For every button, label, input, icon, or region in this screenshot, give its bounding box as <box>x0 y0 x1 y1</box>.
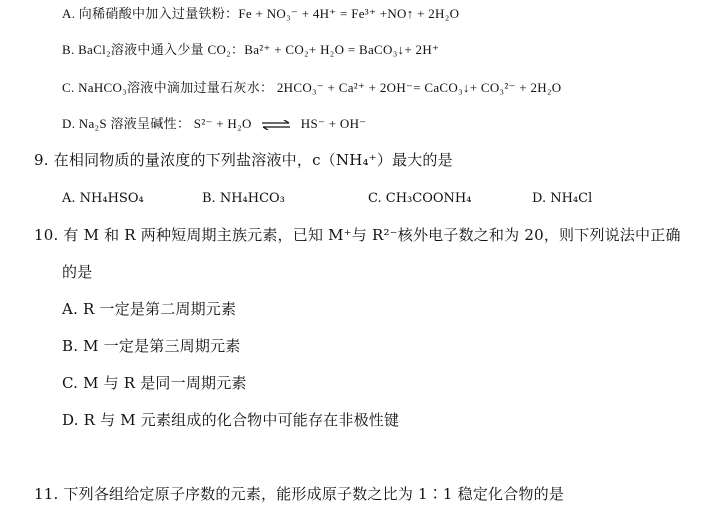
q9-option-c: C. CH₃COONH₄ <box>368 191 472 206</box>
q8-option-c: C. NaHCO₃溶液中滴加过量石灰水： 2HCO₃⁻ + Ca²⁺ + 2OH⁻= CaCO₃↓+ CO₃²⁻ + 2H₂O <box>62 80 562 95</box>
q10-stem-line2: 的是 <box>62 263 93 281</box>
q11-stem: 11. 下列各组给定原子序数的元素，能形成原子数之比为 1∶1 稳定化合物的是 <box>34 485 565 503</box>
q9-option-d: D. NH₄Cl <box>532 191 593 206</box>
q10-option-b: B. M 一定是第三周期元素 <box>62 337 241 355</box>
q9-option-a: A. NH₄HSO₄ <box>62 191 144 206</box>
q8-option-d-right: HS⁻ + OH⁻ <box>300 116 367 131</box>
q10-option-c: C. M 与 R 是同一周期元素 <box>62 374 247 392</box>
q10-option-a: A. R 一定是第二周期元素 <box>62 300 237 318</box>
q8-option-d-left: D. Na₂S 溶液呈碱性： S²⁻ + H₂O <box>62 116 252 131</box>
q8-option-a: A. 向稀硝酸中加入过量铁粉：Fe + NO₃⁻ + 4H⁺ = Fe³⁺ +NO↑ + 2H₂O <box>62 6 460 21</box>
q8-option-d <box>62 114 366 134</box>
q9-stem: 9. 在相同物质的量浓度的下列盐溶液中，c（NH₄⁺）最大的是 <box>34 151 453 169</box>
q10-stem-line1: 10. 有 M 和 R 两种短周期主族元素，已知 M⁺与 R²⁻核外电子数之和为 20，则下列说法中正确 <box>34 226 681 244</box>
q10-option-d: D. R 与 M 元素组成的化合物中可能存在非极性键 <box>62 411 400 429</box>
q8-option-b: B. BaCl₂溶液中通入少量 CO₂：Ba²⁺ + CO₂+ H₂O = BaCO₃↓+ 2H⁺ <box>62 42 440 57</box>
equilibrium-arrow-icon <box>261 120 291 130</box>
q9-option-b: B. NH₄HCO₃ <box>202 191 285 206</box>
